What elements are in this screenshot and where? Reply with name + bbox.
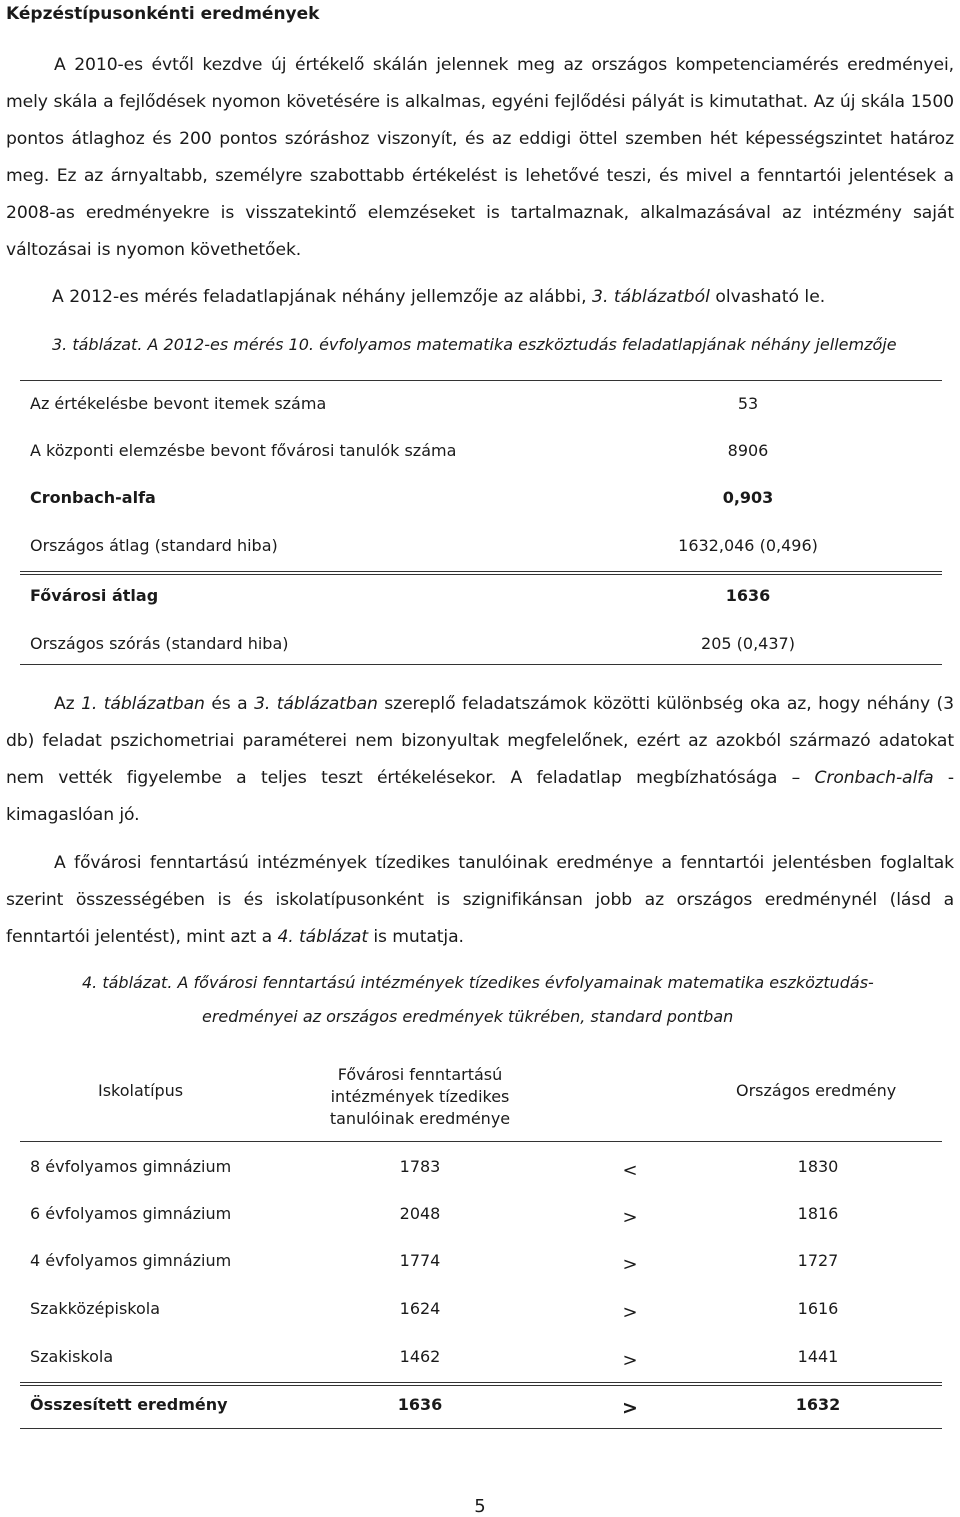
- table4-school-type: Összesített eredmény: [30, 1395, 228, 1414]
- table4-caption-line2: eredményei az országos eredmények tükrében, standard pontban: [202, 1007, 734, 1026]
- table4-national-value: 1830: [797, 1157, 839, 1176]
- table3-label: Fővárosi átlag: [30, 586, 159, 605]
- intro-paragraph: A 2010-es évtől kezdve új értékelő skálán jelennek meg az országos kompetenciamérés eredményei, mely skála a fejlődések nyomon követésére is alkalmas, egyéni fejlődési pályát is kimutathat. Az új skála 1500 pontos átlaghoz és 200 pontos szóráshoz viszonyít, és az eddigi öttel szemben hét képességszintet határoz meg. Ez az árnyaltabb, személyre szabottabb értékelést is lehetővé teszi, és mivel a fenntartói jelentések a 2008-as eredményekre is visszatekintő elemzéseket is tartalmaznak, alkalmazásával az intézmény saját változásai is nyomon követhetőek.: [6, 55, 954, 260]
- table4-national-value: 1816: [797, 1204, 839, 1223]
- table4-comparison: >: [622, 1254, 638, 1275]
- text: és a: [204, 694, 255, 714]
- text: - kimagaslóan jó.: [6, 768, 954, 825]
- table4-school-type: 6 évfolyamos gimnázium: [30, 1204, 232, 1223]
- text: szereplő feladatszámok közötti különbség oka az, hogy néhány (3 db) feladat pszichometriai paraméterei nem bizonyultak megfelelőnek, ezért az azokból származó adatokat nem vették figyelembe a teljes teszt értékelésekor. A feladatlap megbízhatósága –: [6, 694, 954, 788]
- text: A 2012-es mérés feladatlapjának néhány jellemzője az alábbi,: [52, 287, 593, 307]
- table4-capital-value: 1462: [399, 1347, 441, 1366]
- table3-label: Országos átlag (standard hiba): [30, 536, 278, 555]
- table4-capital-value: 1624: [399, 1299, 441, 1318]
- table4-capital-value: 1636: [397, 1395, 443, 1414]
- table3-label: Cronbach-alfa: [30, 488, 156, 507]
- table4-school-type: 8 évfolyamos gimnázium: [30, 1157, 232, 1176]
- table3-bottom-rule: [20, 664, 942, 665]
- table4-national-value: 1616: [797, 1299, 839, 1318]
- table3-value: 1632,046 (0,496): [678, 536, 818, 555]
- header-line: Fővárosi fenntartású: [337, 1065, 503, 1084]
- table4-comparison: <: [622, 1160, 638, 1181]
- explanation-paragraph: [6, 686, 954, 834]
- page-number: 5: [474, 1496, 486, 1517]
- table4-national-value: 1441: [797, 1347, 839, 1366]
- table3-top-rule: [20, 380, 942, 381]
- table-ref: 1. táblázatban: [81, 694, 205, 714]
- cronbach-ref: Cronbach-alfa: [814, 768, 934, 788]
- table4-comparison: >: [622, 1302, 638, 1323]
- table4-school-type: 4 évfolyamos gimnázium: [30, 1251, 232, 1270]
- header-line: tanulóinak eredménye: [329, 1109, 511, 1128]
- table3-label: Országos szórás (standard hiba): [30, 634, 289, 653]
- table4-total-rule: [20, 1382, 942, 1386]
- text: olvasható le.: [709, 287, 826, 307]
- table4-school-type: Szakközépiskola: [30, 1299, 161, 1318]
- header-line: intézmények tízedikes: [330, 1087, 510, 1106]
- table3-divider: [20, 571, 942, 575]
- table4-comparison: >: [622, 1350, 638, 1371]
- table3-value: 1636: [725, 586, 771, 605]
- table-ref: 4. táblázat: [277, 927, 368, 947]
- text: A fővárosi fenntartású intézmények tízedikes tanulóinak eredménye a fenntartói jelentésben foglaltak szerint összességében is és iskolatípusonként is szignifikánsan jobb az országos eredménynél (lásd a fenntartói jelentést), mint azt a: [6, 853, 954, 947]
- table4-bottom-rule: [20, 1428, 942, 1429]
- table3-label: Az értékelésbe bevont itemek száma: [30, 394, 327, 413]
- results-paragraph: [6, 845, 954, 956]
- table-ref: 3. táblázatban: [254, 694, 378, 714]
- table4-comparison: >: [622, 1397, 638, 1419]
- header-school-type: Iskolatípus: [98, 1081, 184, 1100]
- table3-value: 205 (0,437): [701, 634, 795, 653]
- table4-capital-value: 1774: [399, 1251, 441, 1270]
- table3-value: 8906: [727, 441, 769, 460]
- table4-school-type: Szakiskola: [30, 1347, 114, 1366]
- table-reference-paragraph: [52, 279, 825, 316]
- section-heading: Képzéstípusonkénti eredmények: [6, 4, 320, 24]
- table4-capital-value: 2048: [399, 1204, 441, 1223]
- table4-caption-line1: 4. táblázat. A fővárosi fenntartású intézmények tízedikes évfolyamainak matematika eszköztudás-: [82, 973, 874, 992]
- header-capital-result: [300, 1064, 540, 1130]
- text: Az: [54, 694, 82, 714]
- table4-capital-value: 1783: [399, 1157, 441, 1176]
- table4-header-rule: [20, 1141, 942, 1142]
- table3-value: 53: [737, 394, 759, 413]
- table3-caption: 3. táblázat. A 2012-es mérés 10. évfolyamos matematika eszköztudás feladatlapjának néhány jellemzője: [52, 335, 897, 354]
- text: is mutatja.: [368, 927, 464, 947]
- table4-national-value: 1632: [795, 1395, 841, 1414]
- table-ref: 3. táblázatból: [592, 287, 710, 307]
- table3-value: 0,903: [722, 488, 774, 507]
- table4-comparison: >: [622, 1207, 638, 1228]
- table4-national-value: 1727: [797, 1251, 839, 1270]
- header-national-result: Országos eredmény: [736, 1081, 897, 1100]
- table3-label: A központi elemzésbe bevont fővárosi tanulók száma: [30, 441, 457, 460]
